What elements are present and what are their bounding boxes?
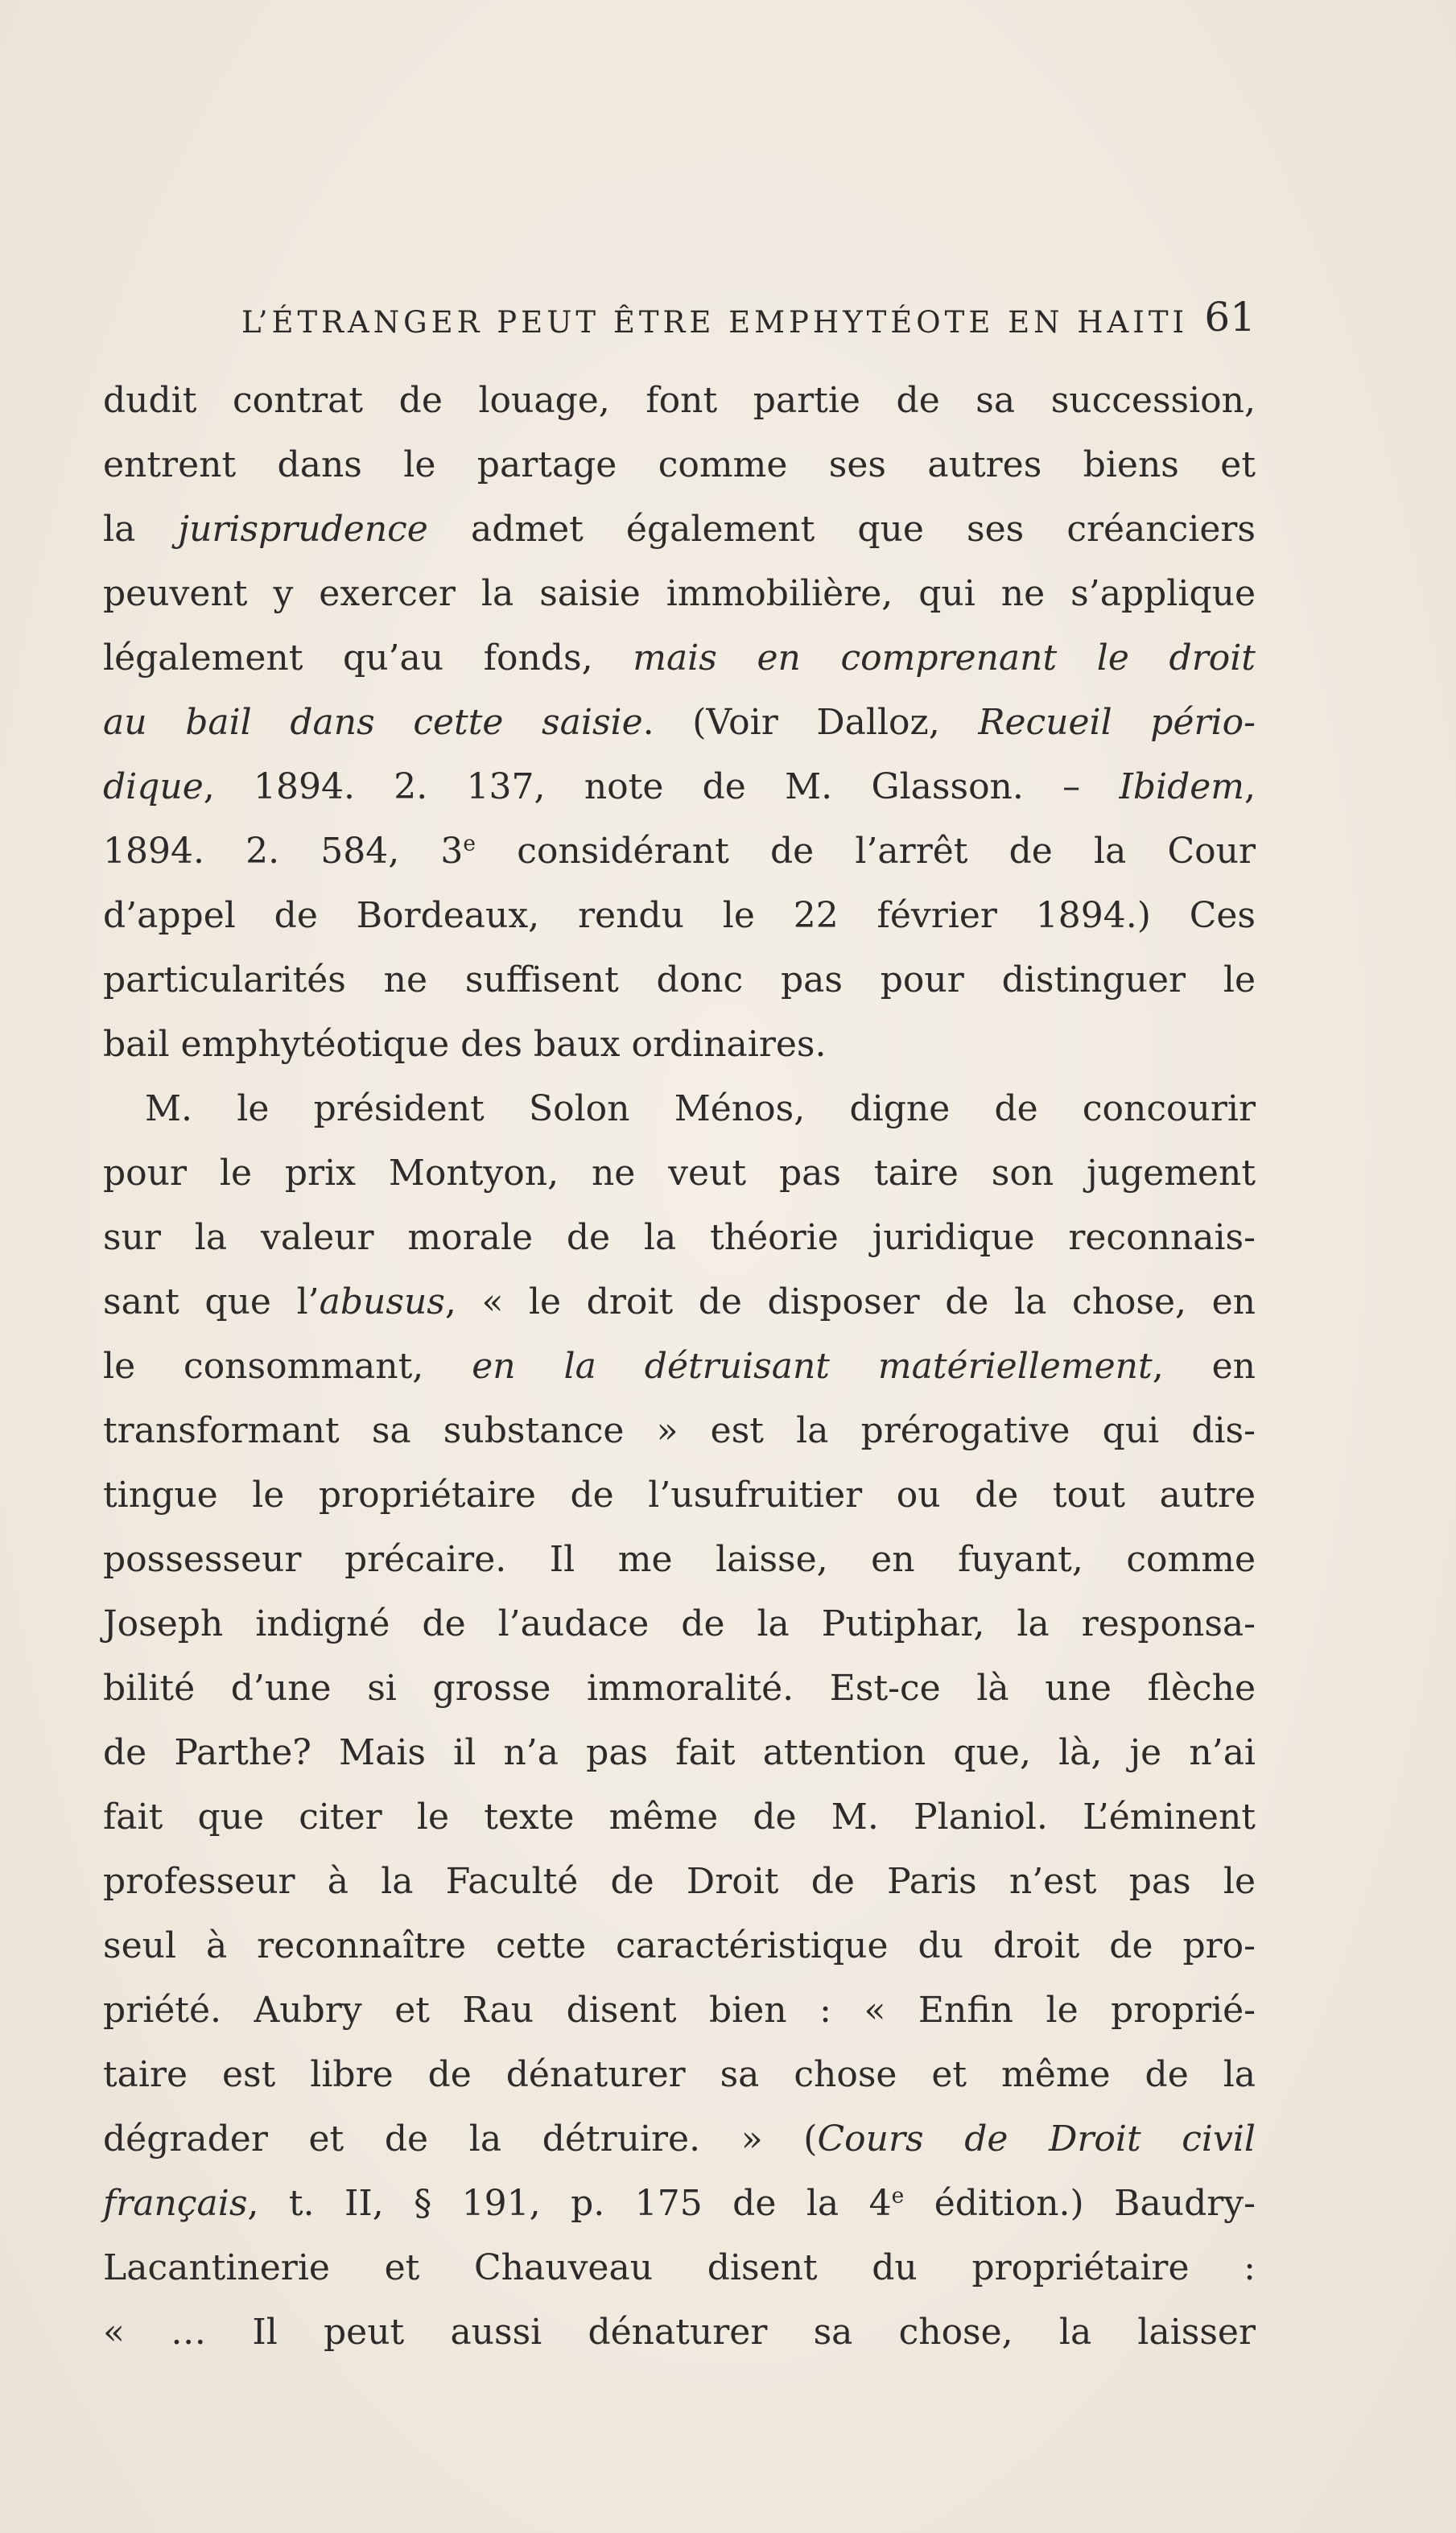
italic-text: en la détruisant matériellement (472, 1346, 1153, 1387)
text-line (103, 1463, 1256, 1528)
text-segment: dégrader et de la détruire. » ( (103, 2118, 818, 2160)
text-segment: le consommant, (103, 1346, 472, 1387)
text-segment: possesseur précaire. Il me laisse, en fuyant, comme (103, 1539, 1256, 1580)
text-segment: admet également que ses créanciers (427, 509, 1256, 550)
page-header (241, 294, 1256, 350)
text-segment: d’appel de Bordeaux, rendu le 22 février 1894.) Ces (103, 895, 1256, 936)
italic-text: mais en comprenant le droit (633, 637, 1256, 679)
text-segment: bail emphytéotique des baux ordinaires. (103, 1024, 827, 1065)
text-line (103, 884, 1256, 948)
text-line (103, 1978, 1256, 2043)
text-segment: entrent dans le partage comme ses autres biens et (103, 444, 1256, 485)
text-line (103, 819, 1256, 884)
text-segment: sur la valeur morale de la théorie juridique reconnais- (103, 1217, 1256, 1258)
text-line (103, 1850, 1256, 1914)
text-segment: particularités ne suffisent donc pas pour distinguer le (103, 959, 1256, 1000)
text-line (103, 1206, 1256, 1270)
text-line (103, 562, 1256, 626)
text-segment: 1894. 2. 584, 3 (103, 831, 464, 872)
text-line (103, 1077, 1256, 1141)
text-line (103, 948, 1256, 1013)
text-segment: peuvent y exercer la saisie immobilière, qui ne s’applique (103, 573, 1256, 614)
text-segment: de Parthe? Mais il n’a pas fait attention que, là, je n’ai (103, 1732, 1256, 1773)
text-segment: la (103, 509, 179, 550)
italic-text: français (103, 2183, 248, 2224)
italic-text: dique (103, 766, 204, 807)
text-line (103, 1914, 1256, 1978)
text-line (103, 1270, 1256, 1335)
text-segment: considérant de l’arrêt de la Cour (476, 831, 1256, 872)
page-number: 61 (1204, 294, 1256, 340)
text-line (103, 1528, 1256, 1592)
text-line (103, 755, 1256, 819)
text-line (103, 369, 1256, 433)
italic-text: Cours de Droit civil (817, 2118, 1256, 2160)
text-segment: M. le président Solon Ménos, digne de concourir (145, 1088, 1256, 1129)
text-line (103, 433, 1256, 497)
text-line (103, 2236, 1256, 2300)
text-line (103, 1656, 1256, 1721)
text-line (103, 1013, 1256, 1077)
text-line (103, 497, 1256, 562)
text-segment: seul à reconnaître cette caractéristique du droit de pro- (103, 1925, 1256, 1966)
italic-text: au bail dans cette saisie (103, 702, 643, 743)
text-segment: transformant sa substance » est la prérogative qui dis- (103, 1410, 1256, 1451)
text-segment: , 1894. 2. 137, note de M. Glasson. – (203, 766, 1120, 807)
text-line (103, 1335, 1256, 1399)
text-segment: fait que citer le texte même de M. Planiol. L’éminent (103, 1797, 1256, 1838)
running-title: L’ÉTRANGER PEUT ÊTRE EMPHYTÉOTE EN HAITI (241, 305, 1189, 340)
text-line (103, 1399, 1256, 1463)
text-segment: taire est libre de dénaturer sa chose et même de la (103, 2054, 1256, 2095)
text-segment: légalement qu’au fonds, (103, 637, 633, 679)
text-line (103, 1721, 1256, 1785)
text-line (103, 2300, 1256, 2365)
text-segment: professeur à la Faculté de Droit de Paris n’est pas le (103, 1861, 1256, 1902)
text-line (103, 1785, 1256, 1850)
text-line (103, 626, 1256, 691)
text-segment: tingue le propriétaire de l’usufruitier ou de tout autre (103, 1475, 1256, 1516)
text-line (103, 691, 1256, 755)
text-segment: bilité d’une si grosse immoralité. Est-ce là une flèche (103, 1668, 1256, 1709)
text-segment: pour le prix Montyon, ne veut pas taire son jugement (103, 1153, 1256, 1194)
text-line (103, 2107, 1256, 2172)
text-line (103, 1592, 1256, 1656)
text-segment: priété. Aubry et Rau disent bien : « Enfin le proprié- (103, 1990, 1256, 2031)
text-segment: , t. II, § 191, p. 175 de la 4 (247, 2183, 892, 2224)
text-segment: dudit contrat de louage, font partie de sa succession, (103, 380, 1256, 421)
superscript: e (463, 831, 476, 856)
text-segment: , « le droit de disposer de la chose, en (444, 1281, 1256, 1322)
text-line (103, 2043, 1256, 2107)
italic-text: Recueil pério- (978, 702, 1256, 743)
text-line (103, 2172, 1256, 2236)
text-segment: édition.) Baudry- (904, 2183, 1256, 2224)
text-segment: Lacantinerie et Chauveau disent du propriétaire : (103, 2247, 1256, 2288)
italic-text: Ibidem (1119, 766, 1244, 807)
italic-text: abusus (319, 1281, 445, 1322)
italic-text: jurisprudence (178, 509, 428, 550)
text-line (103, 1141, 1256, 1206)
superscript: e (891, 2183, 905, 2209)
text-segment: sant que l’ (103, 1281, 320, 1322)
text-segment: . (Voir Dalloz, (642, 702, 979, 743)
text-segment: , en (1152, 1346, 1256, 1387)
text-segment: , (1244, 766, 1256, 807)
body-text (103, 369, 1256, 2365)
text-segment: « … Il peut aussi dénaturer sa chose, la laisser (103, 2312, 1256, 2353)
text-segment: Joseph indigné de l’audace de la Putiphar, la responsa- (103, 1603, 1256, 1644)
